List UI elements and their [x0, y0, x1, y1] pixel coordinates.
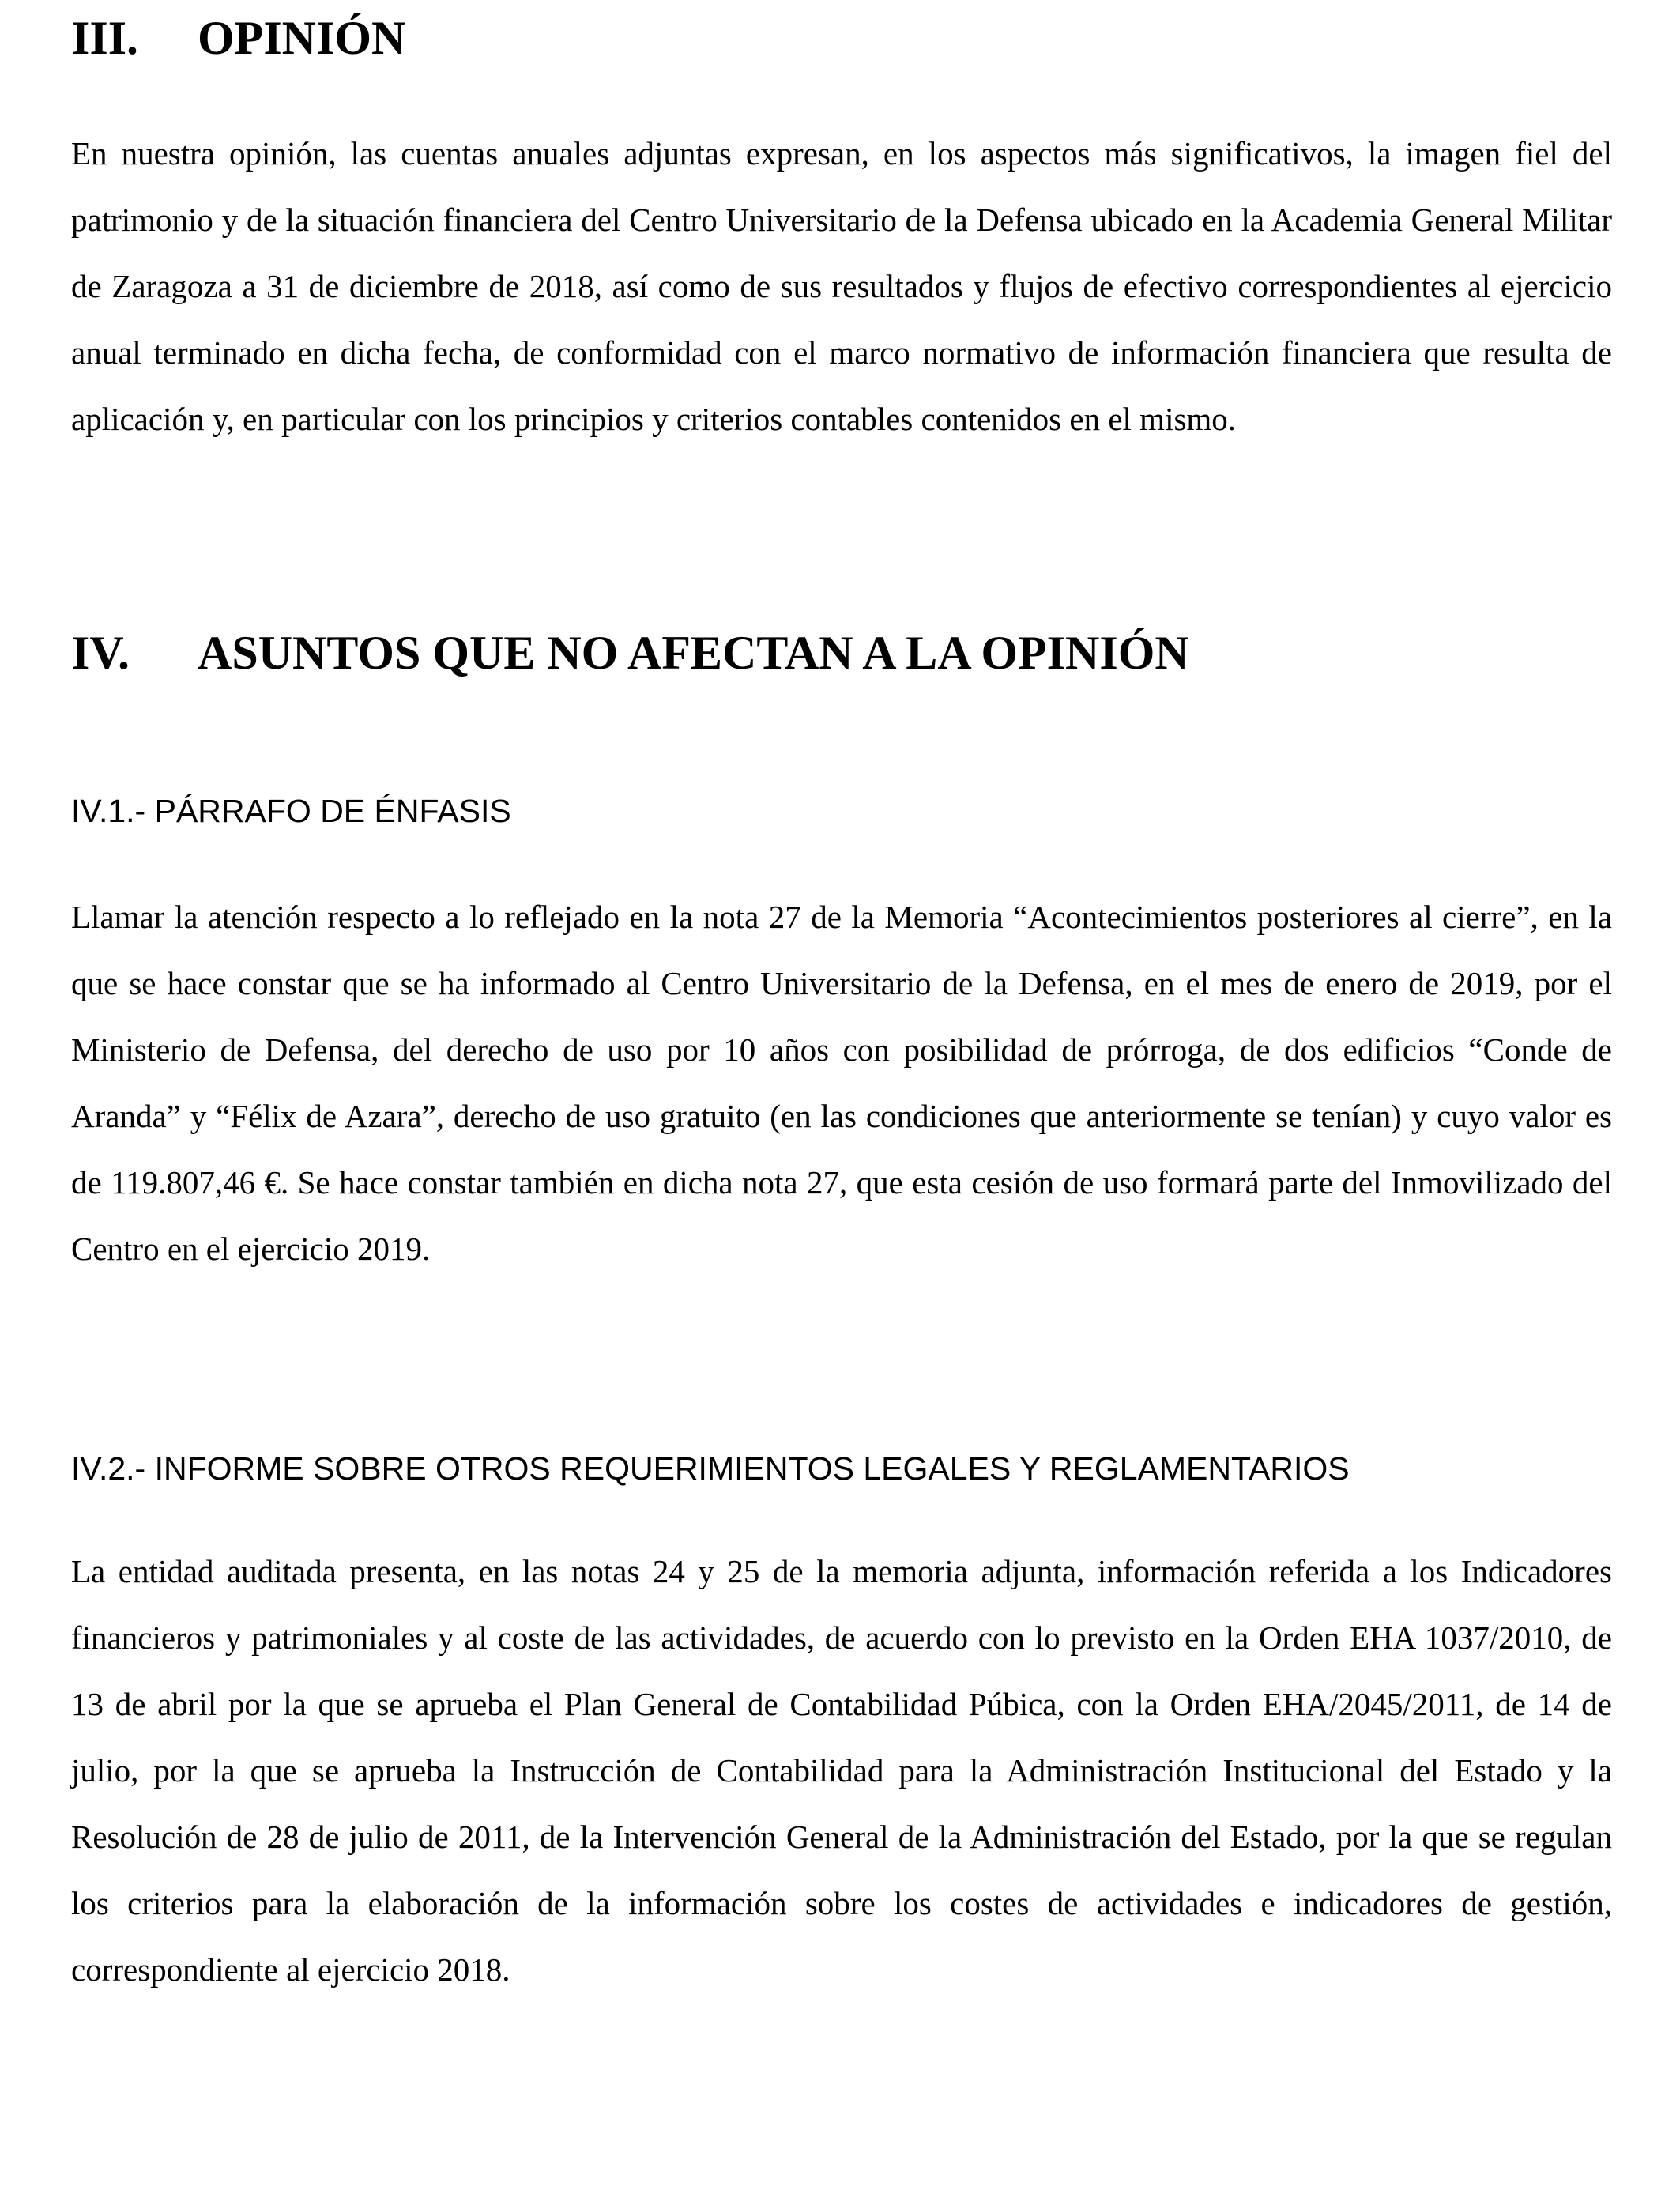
- legal-requirements-heading: IV.2.- INFORME SOBRE OTROS REQUERIMIENTOS LEGALES Y REGLAMENTARIOS: [71, 1450, 1350, 1487]
- section-number: III.: [71, 12, 139, 64]
- section-number: IV.: [71, 627, 130, 679]
- section-title: OPINIÓN: [198, 12, 406, 64]
- section-title: ASUNTOS QUE NO AFECTAN A LA OPINIÓN: [198, 627, 1189, 679]
- opinion-paragraph: En nuestra opinión, las cuentas anuales adjuntas expresan, en los aspectos más significativos, la imagen fiel del patrimonio y de la situación financiera del Centro Universitario de la Defensa ubicado en la Academia General Militar de Zaragoza a 31 de diciembre de 2018, así como de sus resultados y flujos de efectivo correspondientes al ejercicio anual terminado en dicha fecha, de conformidad con el marco normativo de información financiera que resulta de aplicación y, en particular con los principios y criterios contables contenidos en el mismo.: [71, 135, 1612, 437]
- legal-requirements-paragraph: La entidad auditada presenta, en las notas 24 y 25 de la memoria adjunta, información referida a los Indicadores financieros y patrimoniales y al coste de las actividades, de acuerdo con lo previsto en la Orden EHA 1037/2010, de 13 de abril por la que se aprueba el Plan General de Contabilidad Púbica, con la Orden EHA/2045/2011, de 14 de julio, por la que se aprueba la Instrucción de Contabilidad para la Administración Institucional del Estado y la Resolución de 28 de julio de 2011, de la Intervención General de la Administración del Estado, por la que se regulan los criterios para la elaboración de la información sobre los costes de actividades e indicadores de gestión, correspondiente al ejercicio 2018.: [71, 1553, 1612, 1988]
- section-heading-matters: [71, 629, 1189, 677]
- emphasis-heading: IV.1.- PÁRRAFO DE ÉNFASIS: [71, 793, 511, 829]
- section-heading-opinion: [71, 14, 405, 62]
- emphasis-paragraph: Llamar la atención respecto a lo reflejado en la nota 27 de la Memoria “Acontecimientos posteriores al cierre”, en la que se hace constar que se ha informado al Centro Universitario de la Defensa, en el mes de enero de 2019, por el Ministerio de Defensa, del derecho de uso por 10 años con posibilidad de prórroga, de dos edificios “Conde de Aranda” y “Félix de Azara”, derecho de uso gratuito (en las condiciones que anteriormente se tenían) y cuyo valor es de 119.807,46 €. Se hace constar también en dicha nota 27, que esta cesión de uso formará parte del Inmovilizado del Centro en el ejercicio 2019.: [71, 899, 1612, 1267]
